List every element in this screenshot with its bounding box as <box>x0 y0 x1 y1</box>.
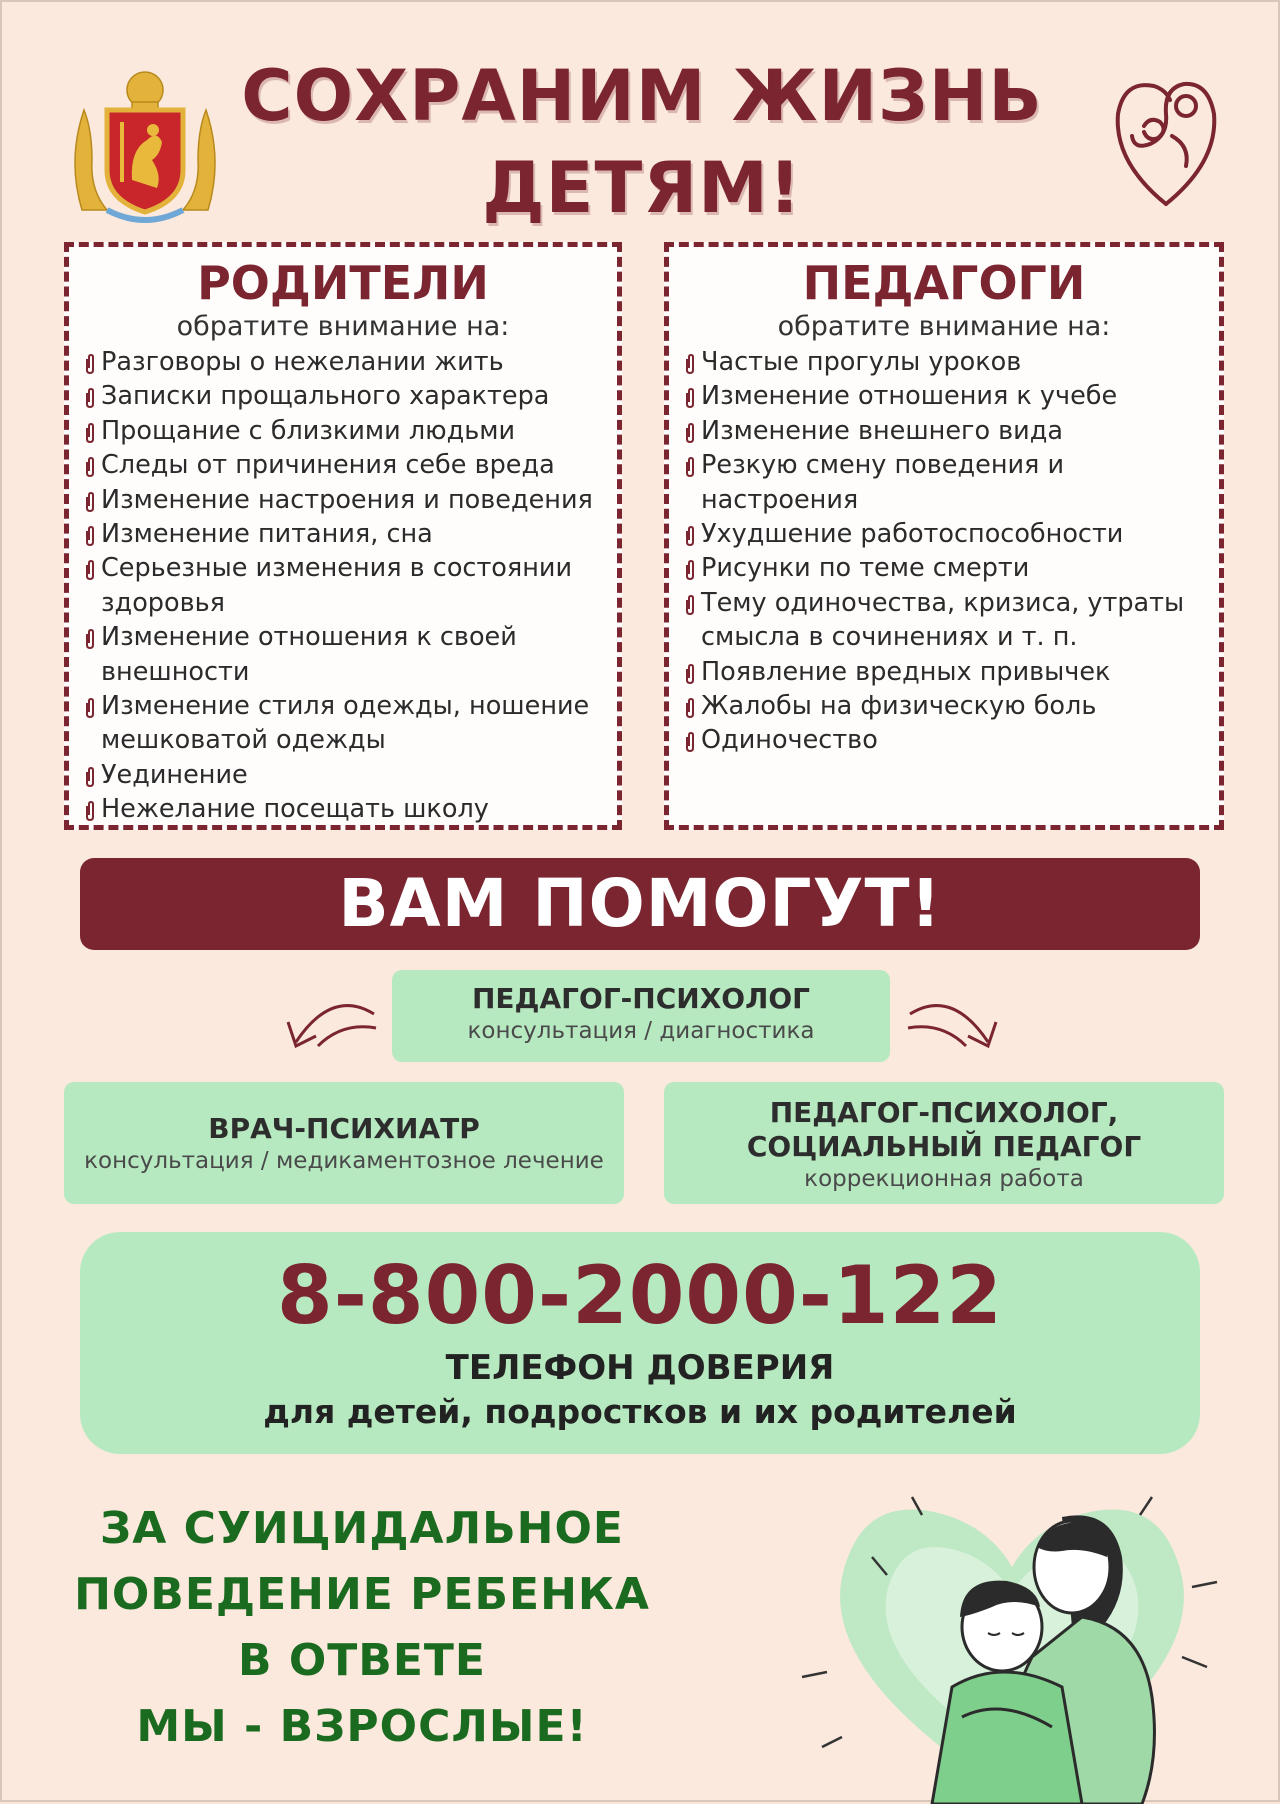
footer-slogan <box>52 1496 672 1760</box>
paperclip-icon <box>683 353 697 375</box>
specialist-desc: консультация / медикаментозное лечение <box>84 1148 604 1174</box>
paperclip-icon <box>83 559 97 581</box>
paperclip-icon <box>83 456 97 478</box>
specialist-desc: консультация / диагностика <box>467 1018 815 1044</box>
mother-child-heart-icon <box>1110 66 1222 208</box>
list-item: Ухудшение работоспособности <box>683 517 1209 551</box>
specialist-desc: коррекционная работа <box>804 1166 1084 1192</box>
teachers-subtitle: обратите внимание на: <box>777 311 1111 342</box>
title-line: ДЕТЯМ! <box>482 147 802 229</box>
list-item: Жалобы на физическую боль <box>683 689 1209 723</box>
list-item: Изменение стиля одежды, ношение мешковатой одежды <box>83 689 607 758</box>
list-item: Уединение <box>83 758 607 792</box>
paperclip-icon <box>83 766 97 788</box>
list-item: Изменение внешнего вида <box>683 414 1209 448</box>
teachers-box <box>664 242 1224 830</box>
mother-child-illustration <box>762 1457 1262 1804</box>
paperclip-icon <box>83 628 97 650</box>
paperclip-icon <box>83 491 97 513</box>
slogan-line: МЫ - ВЗРОСЛЫЕ! <box>136 1701 588 1752</box>
list-item: Разговоры о нежелании жить <box>83 345 607 379</box>
hotline-phone[interactable]: 8-800-2000-122 <box>277 1249 1003 1342</box>
parents-subtitle: обратите внимание на: <box>176 311 510 342</box>
list-item: Тему одиночества, кризиса, утраты смысла в сочинениях и т. п. <box>683 586 1209 655</box>
paperclip-icon <box>683 559 697 581</box>
list-item: Изменение настроения и поведения <box>83 483 607 517</box>
list-item: Серьезные изменения в состоянии здоровья <box>83 551 607 620</box>
specialist-psychiatrist <box>64 1082 624 1204</box>
title-line: СОХРАНИМ ЖИЗНЬ <box>241 55 1043 137</box>
parents-title: РОДИТЕЛИ <box>197 256 489 310</box>
list-item: Одиночество <box>683 723 1209 757</box>
list-item: Нежелание посещать школу <box>83 792 607 826</box>
paperclip-icon <box>683 731 697 753</box>
paperclip-icon <box>83 697 97 719</box>
specialist-role: ПЕДАГОГ-ПСИХОЛОГ, <box>769 1096 1119 1129</box>
paperclip-icon <box>683 456 697 478</box>
page-title <box>202 50 1082 234</box>
slogan-line: В ОТВЕТЕ <box>238 1635 486 1686</box>
hotline-title: ТЕЛЕФОН ДОВЕРИЯ <box>445 1348 835 1388</box>
paperclip-icon <box>83 387 97 409</box>
specialist-role: СОЦИАЛЬНЫЙ ПЕДАГОГ <box>746 1130 1142 1163</box>
paperclip-icon <box>683 387 697 409</box>
list-item: Записки прощального характера <box>83 379 607 413</box>
help-banner: ВАМ ПОМОГУТ! <box>80 858 1200 950</box>
paperclip-icon <box>683 697 697 719</box>
parents-box <box>64 242 622 830</box>
list-item: Изменение питания, сна <box>83 517 607 551</box>
paperclip-icon <box>83 353 97 375</box>
list-item: Изменение отношения к своей внешности <box>83 620 607 689</box>
teachers-list <box>669 345 1219 758</box>
paperclip-icon <box>83 800 97 822</box>
list-item: Рисунки по теме смерти <box>683 551 1209 585</box>
hotline-subtitle: для детей, подростков и их родителей <box>263 1392 1017 1431</box>
specialist-role: ВРАЧ-ПСИХИАТР <box>208 1112 480 1145</box>
arrow-left-icon <box>282 992 382 1062</box>
list-item: Следы от причинения себе вреда <box>83 448 607 482</box>
specialist-social-teacher <box>664 1082 1224 1204</box>
paperclip-icon <box>683 525 697 547</box>
paperclip-icon <box>83 422 97 444</box>
slogan-line: ЗА СУИЦИДАЛЬНОЕ <box>100 1503 624 1554</box>
list-item: Появление вредных привычек <box>683 655 1209 689</box>
hotline-panel <box>80 1232 1200 1454</box>
specialist-psychologist <box>392 970 890 1062</box>
arrow-right-icon <box>902 992 1002 1062</box>
specialist-role: ПЕДАГОГ-ПСИХОЛОГ <box>472 982 810 1015</box>
list-item: Резкую смену поведения и настроения <box>683 448 1209 517</box>
paperclip-icon <box>683 663 697 685</box>
slogan-line: ПОВЕДЕНИЕ РЕБЕНКА <box>74 1569 650 1620</box>
paperclip-icon <box>683 422 697 444</box>
list-item: Прощание с близкими людьми <box>83 414 607 448</box>
list-item: Частые прогулы уроков <box>683 345 1209 379</box>
list-item: Изменение отношения к учебе <box>683 379 1209 413</box>
paperclip-icon <box>683 594 697 616</box>
parents-list <box>69 345 617 827</box>
teachers-title: ПЕДАГОГИ <box>802 256 1086 310</box>
paperclip-icon <box>83 525 97 547</box>
